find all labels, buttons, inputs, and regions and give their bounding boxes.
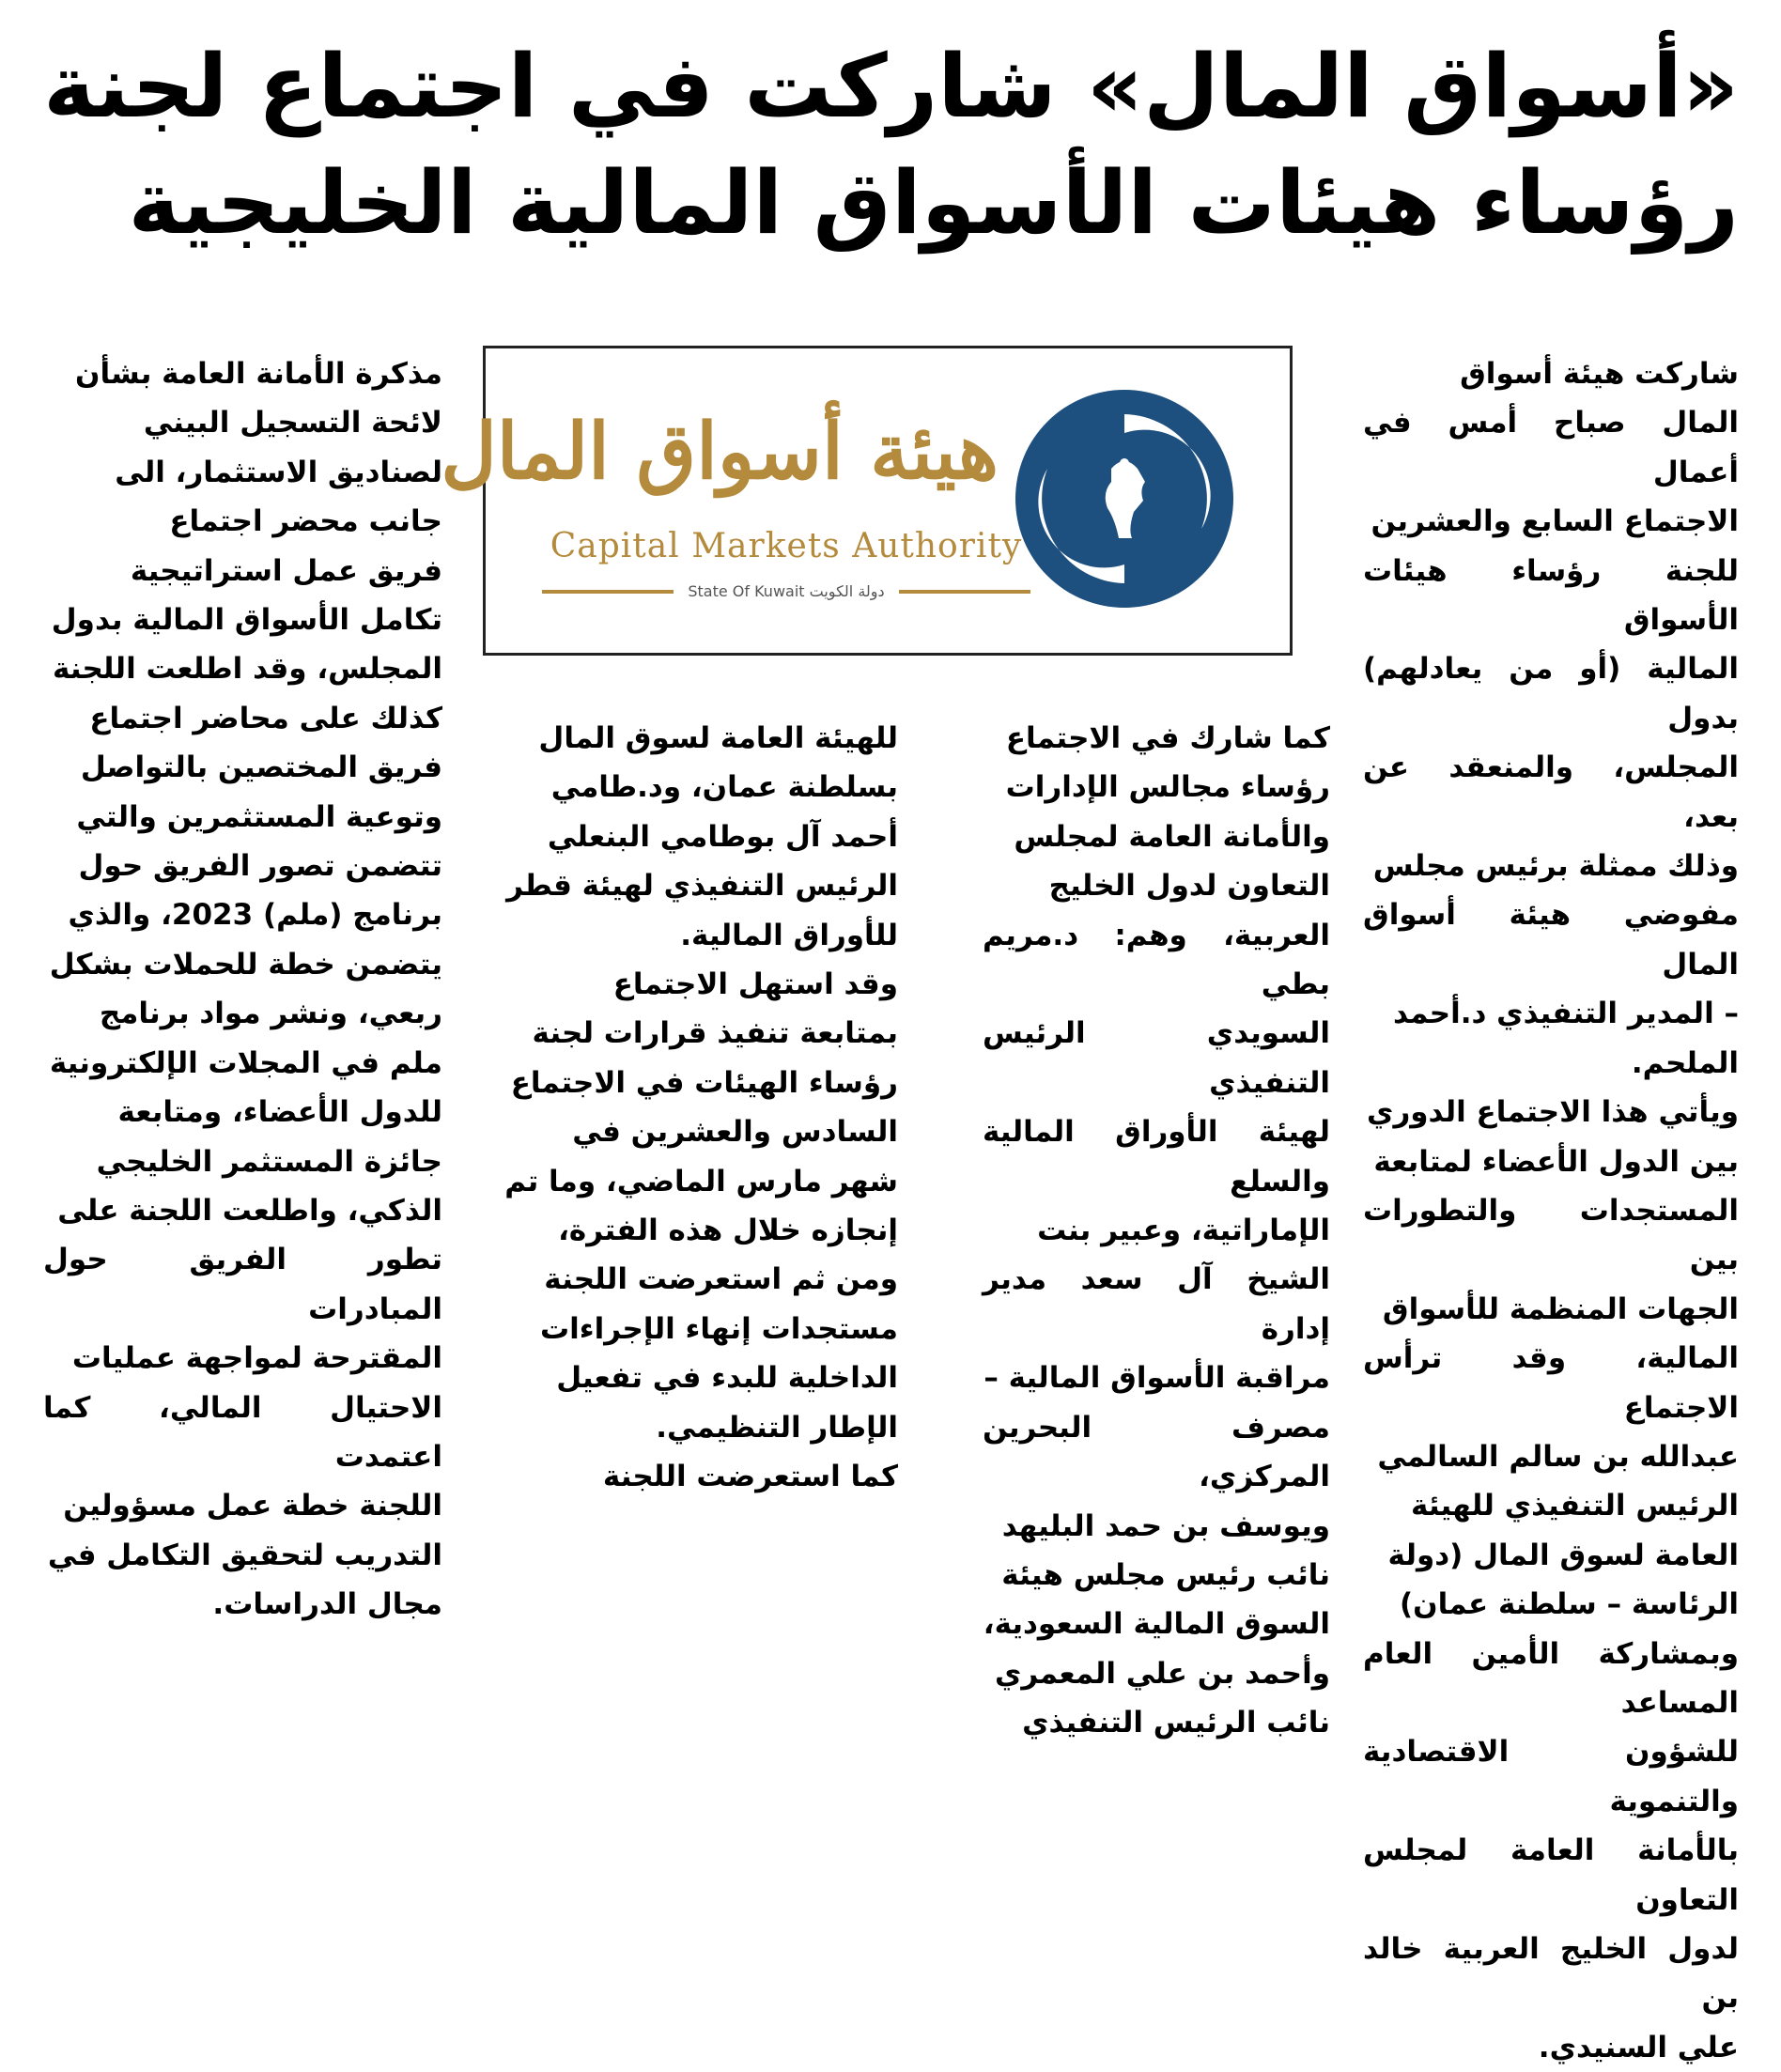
cma-emblem-icon: [1014, 388, 1235, 610]
state-of-kuwait-line: [542, 580, 1030, 602]
article-column-2: كما شارك في الاجتماع رؤساء مجالس الإدارات والأمانة العامة لمجلس التعاون لدول الخليج العربية، وهم: د.مريم بطي السويدي الرئيس التنفيذي لهيئة الأوراق المالية والسلع الإماراتية، وعبير بنت الشيخ آل سعد مدير إدارة مراقبة الأسواق المالية – مصرف البحرين المركزي، ويوسف بن حمد البليهد نائب رئيس مجلس هيئة السوق المالية السعودية، وأحمد بن علي المعمري نائب الرئيس التنفيذي: [983, 721, 1330, 1740]
divider-left: [542, 590, 674, 594]
article-column-3: للهيئة العامة لسوق المال بسلطنة عمان، ود.طامي أحمد آل بوطامي البنعلي الرئيس التنفيذي لهيئة قطر للأوراق المالية. وقد استهل الاجتماع بمتابعة تنفيذ قرارات لجنة رؤساء الهيئات في الاجتماع السادس والعشرين في شهر مارس الماضي، وما تم إنجازه خلال هذه الفترة، ومن ثم استعرضت اللجنة مستجدات إنهاء الإجراءات الداخلية للبدء في تفعيل الإطار التنظيمي. كما استعرضت اللجنة: [504, 721, 898, 1494]
divider-right: [899, 590, 1030, 594]
headline: [29, 28, 1739, 261]
cma-english-name: Capital Markets Authority: [550, 527, 1023, 565]
article-column-1: شاركت هيئة أسواق المال صباح أمس في أعمال الاجتماع السابع والعشرين للجنة رؤساء هيئات الأسواق المالية (أو من يعادلهم) بدول المجلس، والمنعقد عن بعد، وذلك ممثلة برئيس مجلس مفوضي هيئة أسواق المال – المدير التنفيذي د.أحمد الملحم. ويأتي هذا الاجتماع الدوري بين الدول الأعضاء لمتابعة المستجدات والتطورات بين الجهات المنظمة للأسواق المالية، وقد ترأس الاجتماع عبدالله بن سالم السالمي الرئيس التنفيذي للهيئة العامة لسوق المال (دولة الرئاسة – سلطنة عمان) وبمشاركة الأمين العام المساعد للشؤون الاقتصادية والتنموية بالأمانة العامة لمجلس التعاون لدول الخليج العربية خالد بن علي السنيدي.: [1363, 357, 1739, 2064]
headline-line-2: رؤساء هيئات الأسواق المالية الخليجية: [128, 152, 1739, 254]
cma-arabic-name: هيئة أسواق المال: [441, 407, 999, 497]
article-column-4: مذكرة الأمانة العامة بشأن لائحة التسجيل البيني لصناديق الاستثمار، الى جانب محضر اجتماع فريق عمل استراتيجية تكامل الأسواق المالية بدول المجلس، وقد اطلعت اللجنة كذلك على محاضر اجتماع فريق المختصين بالتواصل وتوعية المستثمرين والتي تتضمن تصور الفريق حول برنامج (ملم) 2023، والذي يتضمن خطة للحملات بشكل ربعي، ونشر مواد برنامج ملم في المجلات الإلكترونية للدول الأعضاء، ومتابعة جائزة المستثمر الخليجي الذكي، واطلعت اللجنة على تطور الفريق حول المبادرات المقترحة لمواجهة عمليات الاحتيال المالي، كما اعتمدت اللجنة خطة عمل مسؤولين التدريب لتحقيق التكامل في مجال الدراسات.: [43, 357, 442, 1622]
state-label: State Of Kuwait دولة الكويت: [688, 582, 885, 600]
headline-line-1: «أسواق المال» شاركت في اجتماع لجنة: [43, 36, 1739, 137]
cma-logo-box: [441, 346, 1293, 656]
